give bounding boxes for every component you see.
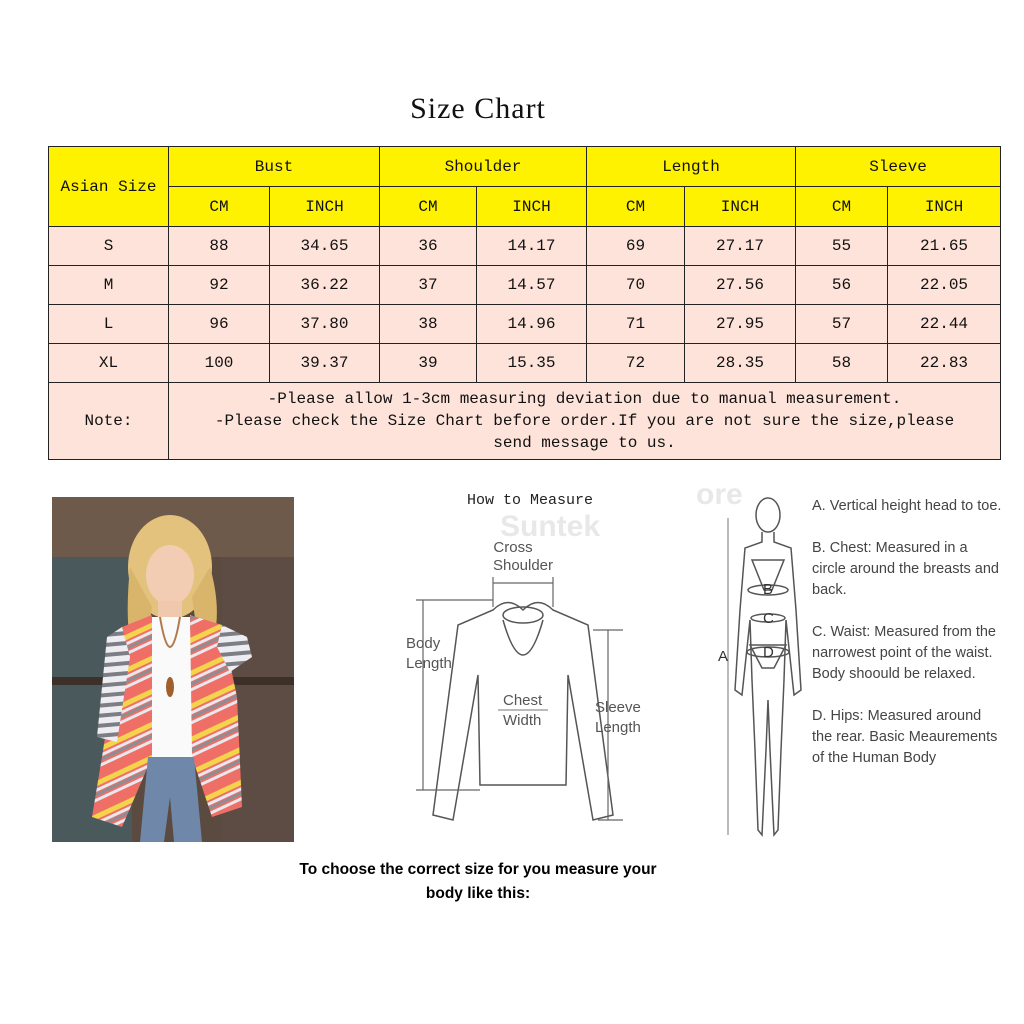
value-cell: 27.95 bbox=[685, 305, 796, 344]
unit-header: INCH bbox=[888, 187, 1001, 227]
table-row bbox=[49, 344, 1001, 383]
cross-shoulder-arrow bbox=[493, 577, 553, 607]
value-cell: 34.65 bbox=[270, 227, 380, 266]
how-to-measure-title: How to Measure bbox=[466, 492, 594, 509]
value-cell: 37.80 bbox=[270, 305, 380, 344]
value-cell: 92 bbox=[169, 266, 270, 305]
label-cross: Cross bbox=[493, 539, 533, 556]
value-cell: 15.35 bbox=[477, 344, 587, 383]
legend-item: C. Waist: Measured from the narrowest point of the waist. Body shoould be relaxed. bbox=[812, 624, 996, 682]
size-cell: XL bbox=[49, 344, 169, 383]
value-cell: 57 bbox=[796, 305, 888, 344]
unit-header: INCH bbox=[270, 187, 380, 227]
legend-item: D. Hips: Measured around the rear. Basic Meaurements of the Human Body bbox=[812, 708, 998, 766]
note-row bbox=[49, 383, 1001, 460]
value-cell: 58 bbox=[796, 344, 888, 383]
legend-item: A. Vertical height head to toe. bbox=[812, 498, 1002, 514]
value-cell: 71 bbox=[587, 305, 685, 344]
value-cell: 36.22 bbox=[270, 266, 380, 305]
unit-header: INCH bbox=[685, 187, 796, 227]
value-cell: 22.05 bbox=[888, 266, 1001, 305]
label-body: Body bbox=[406, 635, 441, 652]
group-header: Shoulder bbox=[380, 147, 587, 187]
label-chest: Chest bbox=[503, 692, 543, 709]
marker-b: B bbox=[763, 581, 774, 598]
unit-header: INCH bbox=[477, 187, 587, 227]
page-title: Size Chart bbox=[410, 92, 546, 125]
table-unit-row bbox=[49, 187, 1001, 227]
label-sleeve: Sleeve bbox=[595, 699, 641, 716]
value-cell: 96 bbox=[169, 305, 270, 344]
value-cell: 55 bbox=[796, 227, 888, 266]
value-cell: 14.57 bbox=[477, 266, 587, 305]
value-cell: 72 bbox=[587, 344, 685, 383]
note-text bbox=[169, 383, 1001, 460]
value-cell: 22.83 bbox=[888, 344, 1001, 383]
note-line: -Please allow 1-3cm measuring deviation due to manual measurement. bbox=[267, 390, 902, 408]
value-cell: 22.44 bbox=[888, 305, 1001, 344]
unit-header: CM bbox=[796, 187, 888, 227]
size-chart-table bbox=[48, 146, 1001, 460]
value-cell: 69 bbox=[587, 227, 685, 266]
value-cell: 14.17 bbox=[477, 227, 587, 266]
instruction-text bbox=[240, 858, 716, 906]
size-cell: L bbox=[49, 305, 169, 344]
note-line: -Please check the Size Chart before order.If you are not sure the size,please bbox=[214, 412, 955, 430]
legend-item: B. Chest: Measured in a circle around the breasts and back. bbox=[812, 540, 999, 598]
value-cell: 39.37 bbox=[270, 344, 380, 383]
instruction-line: To choose the correct size for you measure your bbox=[299, 861, 657, 878]
human-outline bbox=[728, 498, 801, 835]
value-cell: 36 bbox=[380, 227, 477, 266]
instruction-line: body like this: bbox=[425, 885, 531, 902]
watermark: Suntek bbox=[500, 510, 601, 543]
marker-c: C bbox=[763, 610, 774, 627]
marker-d: D bbox=[763, 644, 774, 661]
value-cell: 100 bbox=[169, 344, 270, 383]
unit-header: CM bbox=[169, 187, 270, 227]
label-chest-width: Width bbox=[503, 712, 542, 729]
product-photo bbox=[52, 497, 294, 842]
value-cell: 88 bbox=[169, 227, 270, 266]
size-cell: S bbox=[49, 227, 169, 266]
marker-a: A bbox=[718, 648, 729, 665]
model-wearing-cardigan-image bbox=[52, 497, 294, 842]
value-cell: 70 bbox=[587, 266, 685, 305]
value-cell: 21.65 bbox=[888, 227, 1001, 266]
label-shoulder: Shoulder bbox=[492, 557, 554, 574]
value-cell: 38 bbox=[380, 305, 477, 344]
value-cell: 27.56 bbox=[685, 266, 796, 305]
unit-header: CM bbox=[380, 187, 477, 227]
group-header: Length bbox=[587, 147, 796, 187]
value-cell: 56 bbox=[796, 266, 888, 305]
garment-measure-diagram bbox=[398, 515, 658, 835]
table-row bbox=[49, 266, 1001, 305]
value-cell: 39 bbox=[380, 344, 477, 383]
measurement-legend bbox=[812, 496, 1002, 790]
group-header: Bust bbox=[169, 147, 380, 187]
value-cell: 28.35 bbox=[685, 344, 796, 383]
value-cell: 14.96 bbox=[477, 305, 587, 344]
watermark: ore bbox=[696, 478, 743, 511]
note-line: send message to us. bbox=[493, 434, 676, 452]
group-header: Sleeve bbox=[796, 147, 1001, 187]
size-cell: M bbox=[49, 266, 169, 305]
table-header-row bbox=[49, 147, 1001, 187]
corner-header: Asian Size bbox=[49, 147, 169, 227]
label-sleeve-length: Length bbox=[595, 719, 641, 736]
value-cell: 27.17 bbox=[685, 227, 796, 266]
body-length-arrow bbox=[416, 600, 493, 790]
label-body-length: Length bbox=[406, 655, 452, 672]
table-row bbox=[49, 227, 1001, 266]
note-label: Note: bbox=[49, 383, 169, 460]
unit-header: CM bbox=[587, 187, 685, 227]
table-row bbox=[49, 305, 1001, 344]
value-cell: 37 bbox=[380, 266, 477, 305]
body-measure-figure bbox=[700, 490, 810, 850]
